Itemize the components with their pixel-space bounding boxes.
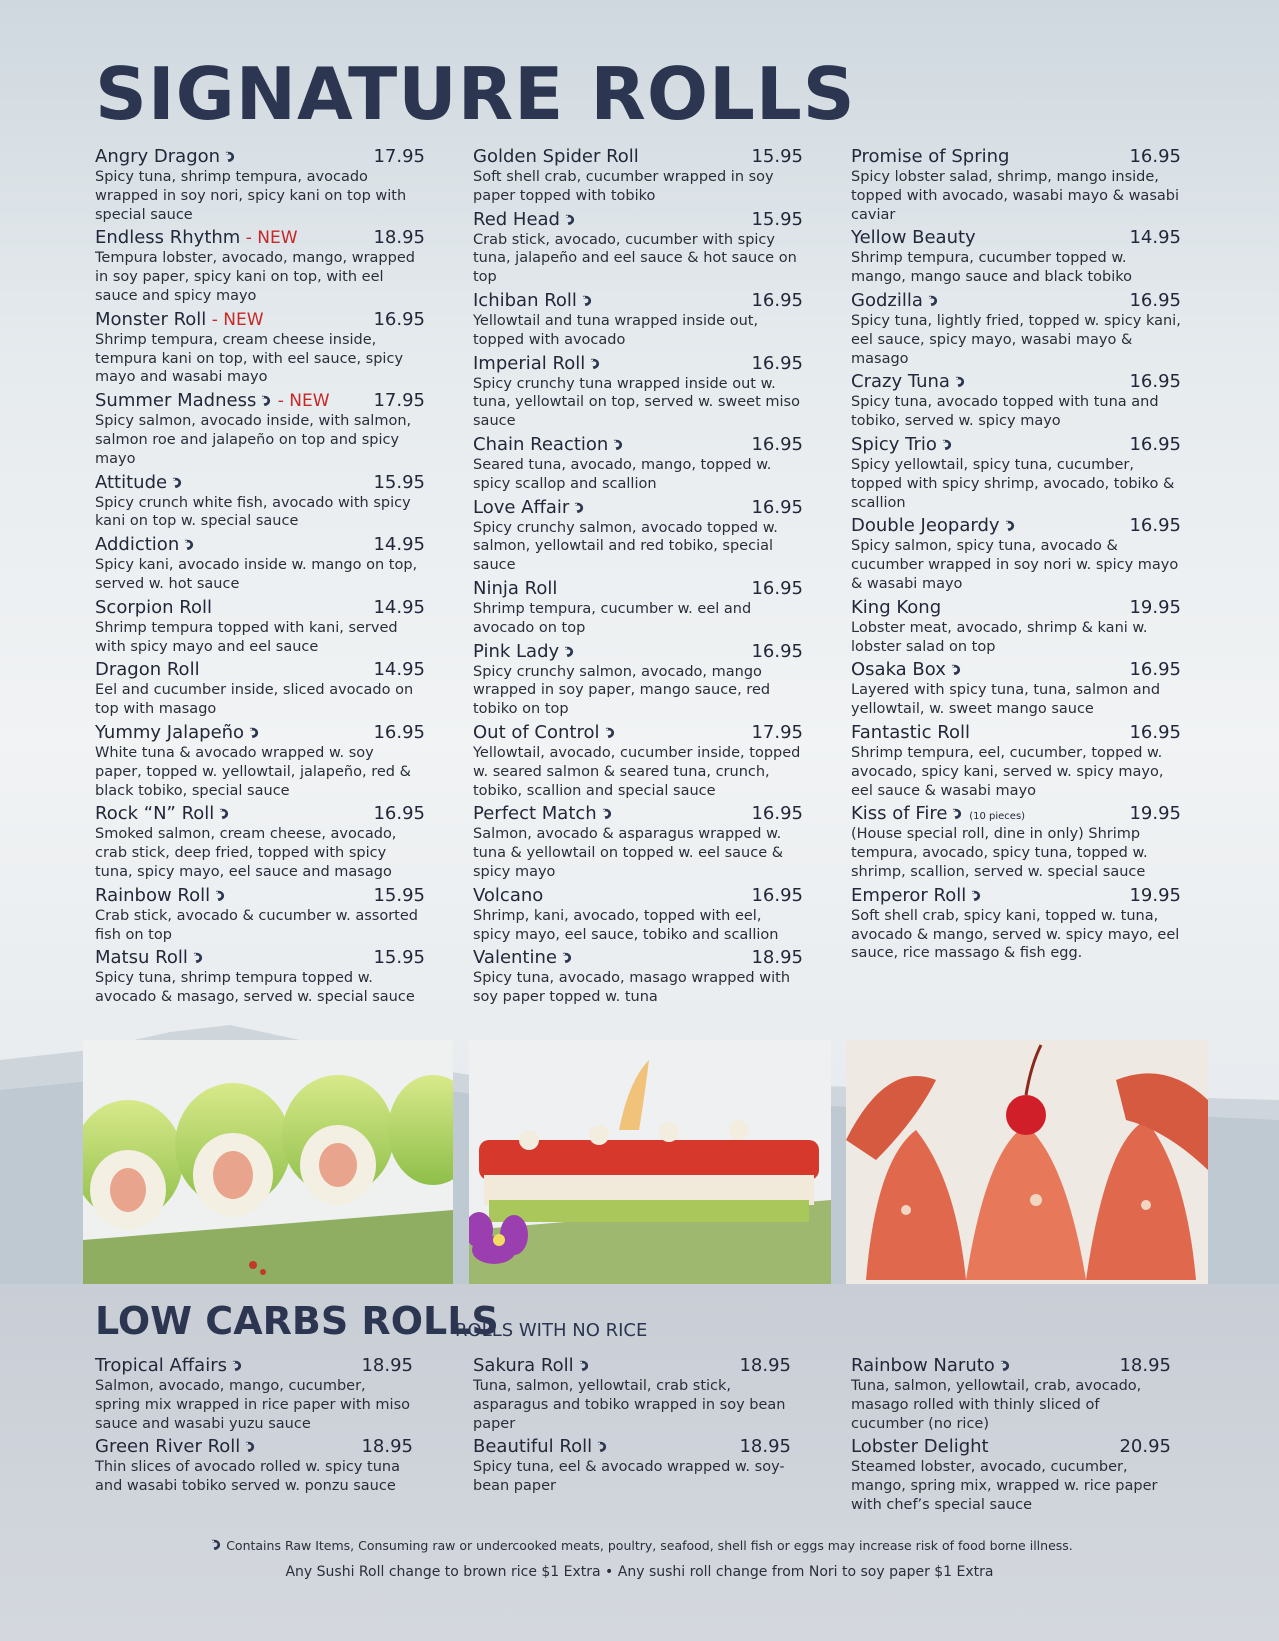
item-price: 19.95 xyxy=(1129,803,1181,825)
item-name: King Kong xyxy=(851,596,942,618)
item-description: Shrimp tempura, eel, cucumber, topped w. avocado, spicy kani, served w. spicy mayo, eel sauce & wasabi mayo xyxy=(851,744,1164,799)
item-description: Spicy tuna, shrimp tempura, avocado wrapped in soy nori, spicy kani on top with special sauce xyxy=(95,169,407,223)
shrimp-icon xyxy=(998,1359,1011,1372)
item-name-wrap xyxy=(851,434,953,455)
shrimp-icon xyxy=(950,807,963,820)
item-description: Crab stick, avocado, cucumber with spicy tuna, jalapeño and eel sauce & hot sauce on top xyxy=(473,231,797,286)
item-name: Pink Lady xyxy=(473,640,560,662)
item-name: Scorpion Roll xyxy=(95,596,213,618)
item-description: Lobster meat, avocado, shrimp & kani w. lobster salad on top xyxy=(851,619,1148,655)
item-name-wrap xyxy=(473,209,576,230)
menu-column-3 xyxy=(851,146,1181,966)
item-name-wrap xyxy=(95,597,212,618)
menu-item xyxy=(95,1436,413,1496)
item-name: Yellow Beauty xyxy=(851,227,976,249)
item-price: 16.95 xyxy=(1129,146,1181,167)
low-carbs-column-1 xyxy=(95,1355,413,1499)
item-description: Seared tuna, avocado, mango, topped w. spicy scallop and scallion xyxy=(473,456,772,492)
item-name: Endless Rhythm xyxy=(95,227,241,249)
item-description: Shrimp tempura, cream cheese inside, tempura kani on top, with eel sauce, spicy mayo and wasabi mayo xyxy=(95,331,404,386)
menu-item xyxy=(473,353,803,431)
item-name-wrap xyxy=(473,353,601,374)
page-title: SIGNATURE ROLLS xyxy=(95,52,856,136)
menu-item xyxy=(473,578,803,638)
shrimp-icon xyxy=(969,889,982,902)
item-description: Spicy crunchy tuna wrapped inside out w. tuna, yellowtail on top, served w. sweet miso sauce xyxy=(473,375,800,430)
menu-item xyxy=(473,722,803,800)
item-description: Yellowtail, avocado, cucumber inside, topped w. seared salmon & seared tuna, crunch, tobiko, scallion and special sauce xyxy=(473,744,801,799)
item-price: 17.95 xyxy=(373,390,425,412)
item-price: 16.95 xyxy=(751,289,803,311)
menu-item xyxy=(473,290,803,350)
item-price: 16.95 xyxy=(751,433,803,455)
item-price: 16.95 xyxy=(751,803,803,825)
shrimp-icon xyxy=(940,438,953,451)
raw-warning xyxy=(0,1538,1279,1553)
menu-column-1 xyxy=(95,146,425,1010)
item-name-wrap xyxy=(95,659,200,680)
shrimp-icon xyxy=(580,294,593,307)
item-description: Shrimp tempura topped with kani, served with spicy mayo and eel sauce xyxy=(95,619,398,655)
item-description: Eel and cucumber inside, sliced avocado on top with masago xyxy=(95,682,414,718)
menu-column-2 xyxy=(473,146,803,1010)
item-price: 18.95 xyxy=(361,1436,413,1458)
item-price: 16.95 xyxy=(1129,515,1181,537)
item-name: Rainbow Roll xyxy=(95,884,211,906)
item-description: Soft shell crab, cucumber wrapped in soy paper topped with tobiko xyxy=(473,169,774,204)
item-name-wrap xyxy=(851,227,976,248)
item-name: Volcano xyxy=(473,884,544,906)
item-description: Steamed lobster, avocado, cucumber, mango, spring mix, wrapped w. rice paper with chef’s special sauce xyxy=(851,1459,1158,1513)
item-name-wrap xyxy=(473,497,585,518)
shrimp-icon xyxy=(1003,519,1016,532)
menu-item xyxy=(473,209,803,287)
item-description: Spicy tuna, lightly fried, topped w. spicy kani, eel sauce, spicy mayo, wasabi mayo & masago xyxy=(851,312,1181,367)
menu-item xyxy=(473,885,803,945)
item-description: White tuna & avocado wrapped w. soy paper, topped w. yellowtail, jalapeño, red & black tobiko, special sauce xyxy=(95,744,411,799)
menu-item xyxy=(95,659,425,719)
item-name: Perfect Match xyxy=(473,803,597,825)
kiss-of-fire-photo xyxy=(846,1040,1208,1285)
item-price: 16.95 xyxy=(751,577,803,599)
item-name: Matsu Roll xyxy=(95,947,188,969)
shrimp-icon xyxy=(170,476,183,489)
item-name-wrap xyxy=(473,290,593,311)
shrimp-icon xyxy=(217,807,230,820)
item-name-wrap xyxy=(473,1436,608,1457)
item-description: Soft shell crab, spicy kani, topped w. tuna, avocado & mango, served w. spicy mayo, eel sauce, rice massago & fish egg. xyxy=(851,907,1180,962)
menu-item xyxy=(851,290,1181,368)
item-name: Fantastic Roll xyxy=(851,721,970,743)
shrimp-icon xyxy=(577,1359,590,1372)
item-price: 17.95 xyxy=(373,146,425,167)
item-price: 16.95 xyxy=(751,640,803,662)
item-price: 15.95 xyxy=(751,208,803,230)
shrimp-icon xyxy=(572,501,585,514)
dragon-roll-photo xyxy=(83,1040,453,1285)
new-badge: - NEW xyxy=(240,228,298,249)
item-name: Golden Spider Roll xyxy=(473,146,639,167)
item-name: Sakura Roll xyxy=(473,1355,574,1376)
item-name: Crazy Tuna xyxy=(851,371,950,393)
menu-item xyxy=(95,885,425,945)
menu-item xyxy=(95,1355,413,1433)
item-name-wrap xyxy=(851,659,962,680)
item-name: Osaka Box xyxy=(851,659,946,681)
item-name-wrap xyxy=(95,534,195,555)
item-description: Tuna, salmon, yellowtail, crab stick, asparagus and tobiko wrapped in soy bean paper xyxy=(473,1378,786,1432)
item-description: Salmon, avocado, mango, cucumber, spring mix wrapped in rice paper with miso sauce and wasabi yuzu sauce xyxy=(95,1378,410,1432)
item-description: Yellowtail and tuna wrapped inside out, topped with avocado xyxy=(473,312,759,348)
item-description: Spicy tuna, avocado topped with tuna and tobiko, served w. spicy mayo xyxy=(851,394,1159,430)
menu-item xyxy=(851,227,1181,287)
shrimp-icon xyxy=(563,213,576,226)
menu-item xyxy=(473,641,803,719)
menu-item xyxy=(95,390,425,468)
item-name: Angry Dragon xyxy=(95,146,221,167)
item-description: Thin slices of avocado rolled w. spicy tuna and wasabi tobiko served w. ponzu sauce xyxy=(95,1459,400,1495)
item-name-wrap xyxy=(851,885,982,906)
menu-item xyxy=(851,434,1181,512)
item-description: (House special roll, dine in only) Shrimp tempura, avocado, spicy tuna, topped w. shrimp, scallion, served w. special sauce xyxy=(851,826,1148,880)
item-name-wrap xyxy=(473,578,557,599)
item-price: 19.95 xyxy=(1129,596,1181,618)
item-name-wrap xyxy=(95,722,260,743)
menu-item xyxy=(473,1355,791,1433)
shrimp-icon xyxy=(243,1440,256,1453)
item-price: 16.95 xyxy=(751,496,803,518)
item-name: Attitude xyxy=(95,471,168,493)
item-price: 16.95 xyxy=(1129,371,1181,393)
shrimp-icon xyxy=(213,889,226,902)
item-price: 15.95 xyxy=(373,884,425,906)
item-name-wrap xyxy=(95,947,204,968)
item-price: 19.95 xyxy=(1129,884,1181,906)
menu-item xyxy=(95,722,425,800)
item-name: Double Jeopardy xyxy=(851,515,1000,537)
shrimp-icon xyxy=(562,645,575,658)
item-description: Tempura lobster, avocado, mango, wrapped in soy paper, spicy kani on top, with eel sauce and spicy mayo xyxy=(95,250,415,304)
shrimp-icon xyxy=(259,394,272,407)
item-name: Addiction xyxy=(95,534,180,556)
item-name-wrap xyxy=(473,1355,590,1376)
item-description: Tuna, salmon, yellowtail, crab, avocado, masago rolled with thinly sliced of cucumber (no rice) xyxy=(851,1378,1142,1432)
menu-item xyxy=(851,722,1181,800)
item-name-wrap xyxy=(473,641,575,662)
item-name: Imperial Roll xyxy=(473,352,586,374)
shrimp-icon xyxy=(223,150,236,163)
item-name-wrap xyxy=(95,227,298,248)
shrimp-icon xyxy=(611,438,624,451)
menu-item xyxy=(95,309,425,387)
item-description: Spicy tuna, avocado, masago wrapped with soy paper topped w. tuna xyxy=(473,970,791,1006)
item-name: Promise of Spring xyxy=(851,146,1010,167)
item-price: 18.95 xyxy=(373,227,425,249)
item-price: 16.95 xyxy=(1129,659,1181,681)
item-name-wrap xyxy=(473,885,543,906)
shrimp-icon xyxy=(953,375,966,388)
item-name: Beautiful Roll xyxy=(473,1436,593,1458)
menu-item xyxy=(473,434,803,494)
item-name: Yummy Jalapeño xyxy=(95,721,245,743)
menu-item xyxy=(95,146,425,224)
item-description: Shrimp tempura, cucumber w. eel and avocado on top xyxy=(473,600,752,636)
menu-item xyxy=(851,659,1181,719)
item-name-wrap xyxy=(851,722,970,743)
menu-item xyxy=(851,803,1181,881)
shrimp-icon xyxy=(247,726,260,739)
item-name-wrap xyxy=(851,803,1025,824)
item-price: 18.95 xyxy=(751,947,803,969)
item-price: 18.95 xyxy=(739,1355,791,1376)
low-carbs-column-3 xyxy=(851,1355,1171,1518)
raw-warning-text: Contains Raw Items, Consuming raw or undercooked meats, poultry, seafood, shell fish or eggs may increase risk of food borne illness. xyxy=(226,1538,1073,1553)
low-carbs-column-2 xyxy=(473,1355,791,1499)
item-price: 14.95 xyxy=(373,596,425,618)
item-name: Red Head xyxy=(473,208,560,230)
item-description: Spicy tuna, shrimp tempura topped w. avocado & masago, served w. special sauce xyxy=(95,970,415,1006)
item-name: Valentine xyxy=(473,947,557,969)
item-name: Summer Madness xyxy=(95,390,257,412)
item-description: Smoked salmon, cream cheese, avocado, crab stick, deep fried, topped with spicy tuna, spicy mayo, eel sauce and masago xyxy=(95,826,397,880)
item-description: Layered with spicy tuna, tuna, salmon and yellowtail, w. sweet mango sauce xyxy=(851,682,1161,718)
new-badge: - NEW xyxy=(272,391,330,412)
item-name-wrap xyxy=(851,597,941,618)
item-description: Spicy crunchy salmon, avocado, mango wrapped in soy paper, mango sauce, red tobiko on top xyxy=(473,663,771,718)
item-name: Monster Roll xyxy=(95,308,207,330)
item-price: 16.95 xyxy=(1129,433,1181,455)
item-name: Green River Roll xyxy=(95,1436,241,1458)
menu-item xyxy=(473,947,803,1007)
item-price: 16.95 xyxy=(373,721,425,743)
item-name-wrap xyxy=(95,803,230,824)
item-name: Kiss of Fire xyxy=(851,803,948,825)
menu-item xyxy=(851,1355,1171,1433)
shrimp-icon xyxy=(230,1359,243,1372)
item-description: Spicy salmon, avocado inside, with salmon, salmon roe and jalapeño on top and spicy mayo xyxy=(95,413,412,467)
item-name-wrap xyxy=(851,146,1009,167)
item-description: Salmon, avocado & asparagus wrapped w. tuna & yellowtail on topped w. eel sauce & spicy mayo xyxy=(473,826,784,880)
item-name-wrap xyxy=(95,1436,256,1457)
shrimp-icon xyxy=(603,726,616,739)
item-name-wrap xyxy=(473,803,613,824)
item-name: Chain Reaction xyxy=(473,433,609,455)
menu-item xyxy=(473,803,803,881)
menu-item xyxy=(851,515,1181,593)
item-note: (10 pieces) xyxy=(969,811,1026,823)
item-name-wrap xyxy=(473,434,624,455)
item-name-wrap xyxy=(851,1436,989,1457)
shrimp-icon xyxy=(600,807,613,820)
menu-item xyxy=(851,146,1181,224)
item-price: 16.95 xyxy=(1129,721,1181,743)
menu-item xyxy=(851,597,1181,657)
new-badge: - NEW xyxy=(206,309,264,330)
item-name: Godzilla xyxy=(851,289,923,311)
item-description: Spicy tuna, eel & avocado wrapped w. soy-bean paper xyxy=(473,1459,785,1495)
item-name: Rainbow Naruto xyxy=(851,1355,995,1376)
item-name-wrap xyxy=(95,885,226,906)
shrimp-icon xyxy=(560,951,573,964)
item-description: Spicy kani, avocado inside w. mango on top, served w. hot sauce xyxy=(95,557,418,592)
item-description: Shrimp tempura, cucumber topped w. mango, mango sauce and black tobiko xyxy=(851,250,1133,286)
menu-item xyxy=(851,371,1181,431)
extras-note: Any Sushi Roll change to brown rice $1 Extra • Any sushi roll change from Nori to soy paper $1 Extra xyxy=(285,1564,994,1580)
item-name-wrap xyxy=(473,146,639,167)
shrimp-icon xyxy=(949,663,962,676)
item-name-wrap xyxy=(851,1355,1011,1376)
item-price: 18.95 xyxy=(739,1436,791,1458)
item-name: Ninja Roll xyxy=(473,577,558,599)
item-name: Ichiban Roll xyxy=(473,289,577,311)
item-name: Lobster Delight xyxy=(851,1436,989,1458)
shrimp-icon xyxy=(182,538,195,551)
item-description: Spicy crunchy salmon, avocado topped w. salmon, yellowtail and red tobiko, special sauce xyxy=(473,519,778,574)
item-name-wrap xyxy=(95,146,236,167)
item-name-wrap xyxy=(851,371,966,392)
item-name-wrap xyxy=(851,290,939,311)
menu-item xyxy=(95,472,425,532)
item-name: Emperor Roll xyxy=(851,884,967,906)
item-name-wrap xyxy=(473,722,616,743)
item-price: 16.95 xyxy=(751,884,803,906)
menu-item xyxy=(473,1436,791,1496)
item-name: Spicy Trio xyxy=(851,433,937,455)
item-description: Shrimp, kani, avocado, topped with eel, spicy mayo, eel sauce, tobiko and scallion xyxy=(473,907,779,943)
item-price: 18.95 xyxy=(361,1355,413,1376)
item-price: 16.95 xyxy=(373,308,425,330)
menu-item xyxy=(851,1436,1171,1514)
item-price: 20.95 xyxy=(1119,1436,1171,1458)
menu-item xyxy=(95,803,425,881)
item-price: 16.95 xyxy=(373,803,425,825)
item-price: 17.95 xyxy=(751,721,803,743)
shrimp-icon xyxy=(588,357,601,370)
item-price: 15.95 xyxy=(751,146,803,167)
item-name: Rock “N” Roll xyxy=(95,803,215,825)
item-name: Tropical Affairs xyxy=(95,1355,227,1376)
shrimp-icon xyxy=(191,951,204,964)
item-name-wrap xyxy=(851,515,1016,536)
item-description: Crab stick, avocado & cucumber w. assorted fish on top xyxy=(95,907,418,943)
item-description: Spicy yellowtail, spicy tuna, cucumber, topped with spicy shrimp, avocado, tobiko & scallion xyxy=(851,456,1175,511)
item-name-wrap xyxy=(473,947,573,968)
item-price: 14.95 xyxy=(373,659,425,681)
menu-item xyxy=(473,146,803,206)
menu-item xyxy=(95,597,425,657)
item-price: 15.95 xyxy=(373,471,425,493)
menu-item xyxy=(473,497,803,575)
menu-item xyxy=(851,885,1181,963)
shrimp-icon xyxy=(595,1440,608,1453)
item-name: Out of Control xyxy=(473,721,600,743)
item-price: 14.95 xyxy=(1129,227,1181,249)
menu-item xyxy=(95,947,425,1007)
volcano-roll-photo xyxy=(469,1040,831,1285)
item-price: 18.95 xyxy=(1119,1355,1171,1376)
item-price: 14.95 xyxy=(373,534,425,556)
item-name-wrap xyxy=(95,390,330,411)
item-description: Spicy lobster salad, shrimp, mango inside, topped with avocado, wasabi mayo & wasabi caviar xyxy=(851,169,1179,223)
item-name-wrap xyxy=(95,472,183,493)
menu-item xyxy=(95,534,425,594)
item-description: Spicy crunch white fish, avocado with spicy kani on top w. special sauce xyxy=(95,494,411,530)
item-name: Love Affair xyxy=(473,496,570,518)
low-carbs-subtitle: ROLLS WITH NO RICE xyxy=(455,1320,648,1341)
item-price: 16.95 xyxy=(751,352,803,374)
item-price: 16.95 xyxy=(1129,289,1181,311)
menu-item xyxy=(95,227,425,305)
item-description: Spicy salmon, spicy tuna, avocado & cucumber wrapped in soy nori w. spicy mayo & wasabi mayo xyxy=(851,538,1179,592)
item-name-wrap xyxy=(95,309,264,330)
item-name-wrap xyxy=(95,1355,243,1376)
item-price: 15.95 xyxy=(373,947,425,969)
low-carbs-title: LOW CARBS ROLLS xyxy=(95,1299,499,1343)
shrimp-icon xyxy=(926,294,939,307)
item-name: Dragon Roll xyxy=(95,659,200,681)
shrimp-icon xyxy=(209,1538,222,1551)
